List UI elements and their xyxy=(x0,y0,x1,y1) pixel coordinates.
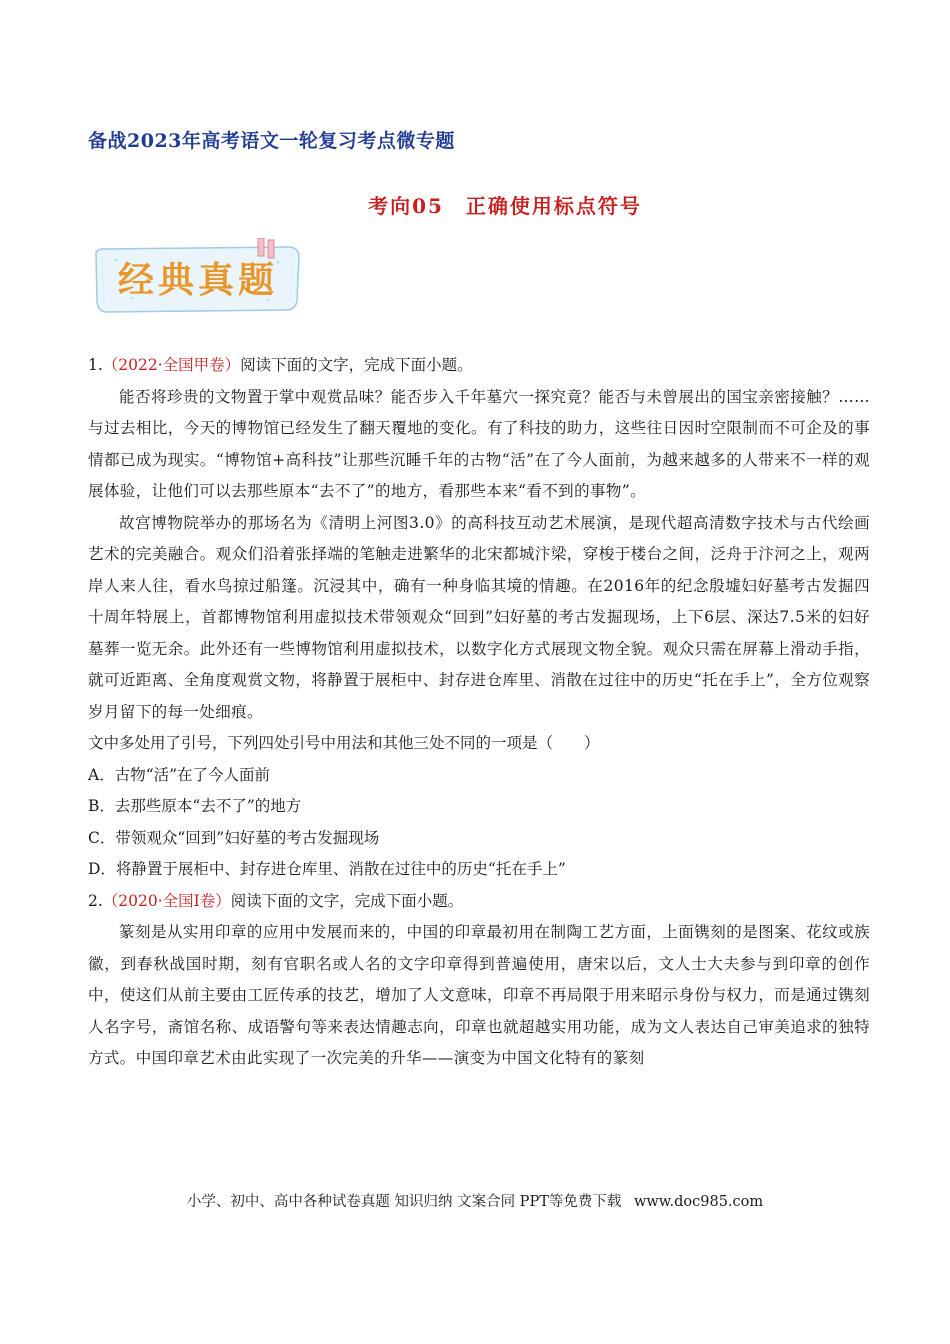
footer-text: 小学、初中、高中各种试卷真题 知识归纳 文案合同 PPT等免费下载 xyxy=(186,1194,622,1210)
option-a: A．古物“活”在了今人面前 xyxy=(88,765,271,784)
question-2-header xyxy=(88,886,870,918)
passage-paragraph: 故宫博物院举办的那场名为《清明上河图3.0》的高科技互动艺术展演，是现代超高清数字技术与古代绘画艺术的完美融合。观众们沿着张择端的笔触走进繁华的北宋都城汴梁，穿梭于楼台之间，泛舟于汴河之上，观两岸人来人往，看水鸟掠过船篷。沉浸其中，确有一种身临其境的情趣。在2016年的纪念殷墟妇好墓考古发掘四十周年特展上，首都博物馆利用虚拟技术带领观众“回到”妇好墓的考古发掘现场，上下6层、深达7.5米的妇好墓葬一览无余。此外还有一些博物馆利用虚拟技术，以数字化方式展现文物全貌。观众只需在屏幕上滑动手指，就可近距离、全角度观赏文物，将静置于展柜中、封存进仓库里、消散在过往中的历史“托在手上”，全方位观察岁月留下的每一处细痕。 xyxy=(88,513,870,721)
passage-paragraph: 能否将珍贵的文物置于掌中观赏品味？能否步入千年墓穴一探究竟？能否与未曾展出的国宝亲密接触？……与过去相比，今天的博物馆已经发生了翻天覆地的变化。有了科技的助力，这些往日因时空限制而不可企及的事情都已成为现实。“博物馆+高科技”让那些沉睡千年的古物“活”在了今人面前，为越来越多的人带来不一样的观展体验，让他们可以去那些原本“去不了”的地方，看那些本来“看不到的事物”。 xyxy=(88,387,870,500)
question-source: （2020·全国I卷） xyxy=(102,891,231,910)
option-b: B．去那些原本“去不了”的地方 xyxy=(88,797,302,815)
question-number: 2. xyxy=(88,891,103,910)
question-source: （2022·全国甲卷） xyxy=(102,356,241,374)
question-prompt: 阅读下面的文字，完成下面小题。 xyxy=(240,356,473,374)
question-prompt: 阅读下面的文字，完成下面小题。 xyxy=(230,891,464,910)
page-footer xyxy=(0,1190,950,1211)
passage-paragraph: 篆刻是从实用印章的应用中发展而来的，中国的印章最初用在制陶工艺方面，上面镌刻的是图案、花纹或族徽，到春秋战国时期，刻有官职名或人名的文字印章得到普遍使用，唐宋以后，文人士大夫参与到印章的创作中，使这们从前主要由工匠传承的技艺，增加了人文意味，印章不再局限于用来昭示身份与权力，而是通过镌刻人名字号，斋馆名称、成语警句等来表达情趣志向，印章也就超越实用功能，成为文人表达自己审美追求的独特方式。中国印章艺术由此实现了一次完美的升华——演变为中国文化特有的篆刻 xyxy=(88,923,870,1067)
question-number: 1. xyxy=(88,356,103,374)
topic-title: 考向05 正确使用标点符号 xyxy=(368,194,642,218)
question-stem: 文中多处用了引号，下列四处引号中用法和其他三处不同的一项是（ ） xyxy=(88,734,600,752)
document-body xyxy=(88,350,870,1075)
badge-label: 经典真题 xyxy=(117,259,278,301)
series-title: 备战2023年高考语文一轮复习考点微专题 xyxy=(88,130,455,152)
option-d: D．将静置于展柜中、封存进仓库里、消散在过往中的历史“托在手上” xyxy=(88,860,566,878)
footer-site-link[interactable]: www.doc985.com xyxy=(633,1194,764,1210)
question-1-header xyxy=(88,350,870,382)
option-c: C．带领观众“回到”妇好墓的考古发掘现场 xyxy=(88,828,380,847)
section-badge xyxy=(92,238,304,318)
